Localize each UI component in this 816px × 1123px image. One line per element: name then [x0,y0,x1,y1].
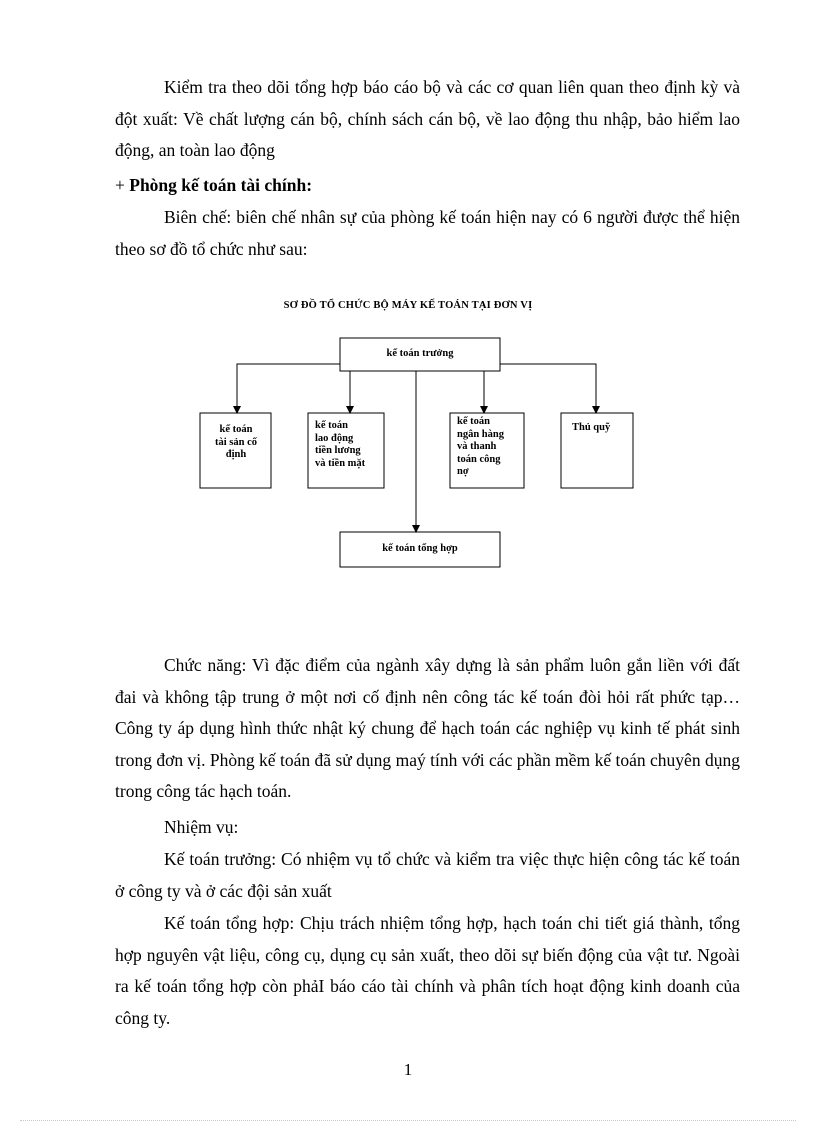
heading-text: Phòng kế toán tài chính: [129,175,313,195]
bank-payables-label [457,416,523,479]
bank-payables-line-1: kế toán [457,416,490,427]
labor-salary-line-2: lao động [315,432,354,444]
arrow-to-fixed-assets [237,364,340,413]
page-number: 1 [403,1060,413,1079]
labor-salary-line-3: tiền lương [315,445,361,456]
bank-payables-line-5: nợ [457,466,469,477]
heading-prefix: + [115,175,125,195]
fixed-assets-line-2: tài sản cố [215,436,257,448]
bank-payables-line-2: ngân hàng [457,428,504,440]
general-accountant-label: kế toán tổng hợp [382,543,458,554]
paragraph-duties-heading: Nhiệm vụ: [164,817,239,837]
paragraph-functions: Chức năng: Vì đặc điểm của ngành xây dựng là sản phẩm luôn gắn liền với đất đai và không tập trung ở một nơi cố định nên công tác kế toán đòi hỏi rất phức tạp… Công ty áp dụng hình thức nhật ký chung để hạch toán các nghiệp vụ kinh tế phát sinh trong đơn vị. Phòng kế toán đã sử dụng maý tính với các phần mềm kế toán chuyên dụng trong công tác hạch toán. [115,655,740,801]
bank-payables-line-4: toán công [457,453,501,465]
paragraph-general-duties: Kế toán tổng hợp: Chịu trách nhiệm tổng hợp, hạch toán chi tiết giá thành, tổng hợp nguyên vật liệu, công cụ, dụng cụ sản xuất, theo dõi sự biến động của vật tư. Ngoài ra kế toán tổng hợp còn phảI báo cáo tài chính và phân tích hoạt động kinh doanh của công ty. [115,913,740,1028]
labor-salary-line-4: và tiền mặt [315,457,366,469]
treasurer-label: Thủ quỹ [572,422,611,433]
fixed-assets-line-1: kế toán [219,424,253,435]
fixed-assets-line-3: định [225,449,247,460]
paragraph-chief-duties: Kế toán trưởng: Có nhiệm vụ tổ chức và kiểm tra việc thực hiện công tác kế toán ở công ty và ở các đội sản xuất [115,849,740,901]
bank-payables-line-3: và thanh [457,441,497,452]
fixed-assets-label [204,424,268,462]
page-bottom-divider [20,1120,796,1121]
org-chart-title: SƠ ĐỒ TỔ CHỨC BỘ MÁY KẾ TOÁN TẠI ĐƠN VỊ [283,300,533,311]
labor-salary-label [315,420,383,470]
paragraph-reporting: Kiểm tra theo dõi tổng hợp báo cáo bộ và các cơ quan liên quan theo định kỳ và đột xuất: Về chất lượng cán bộ, chính sách cán bộ, về lao động thu nhập, bảo hiểm lao động, an toàn lao động [115,77,740,160]
paragraph-staffing: Biên chế: biên chế nhân sự của phòng kế toán hiện nay có 6 người được thể hiện theo sơ đồ tổ chức như sau: [115,207,740,259]
arrow-to-treasurer [500,364,596,413]
chief-accountant-label: kế toán trưởng [386,348,454,359]
labor-salary-line-1: kế toán [315,420,348,431]
